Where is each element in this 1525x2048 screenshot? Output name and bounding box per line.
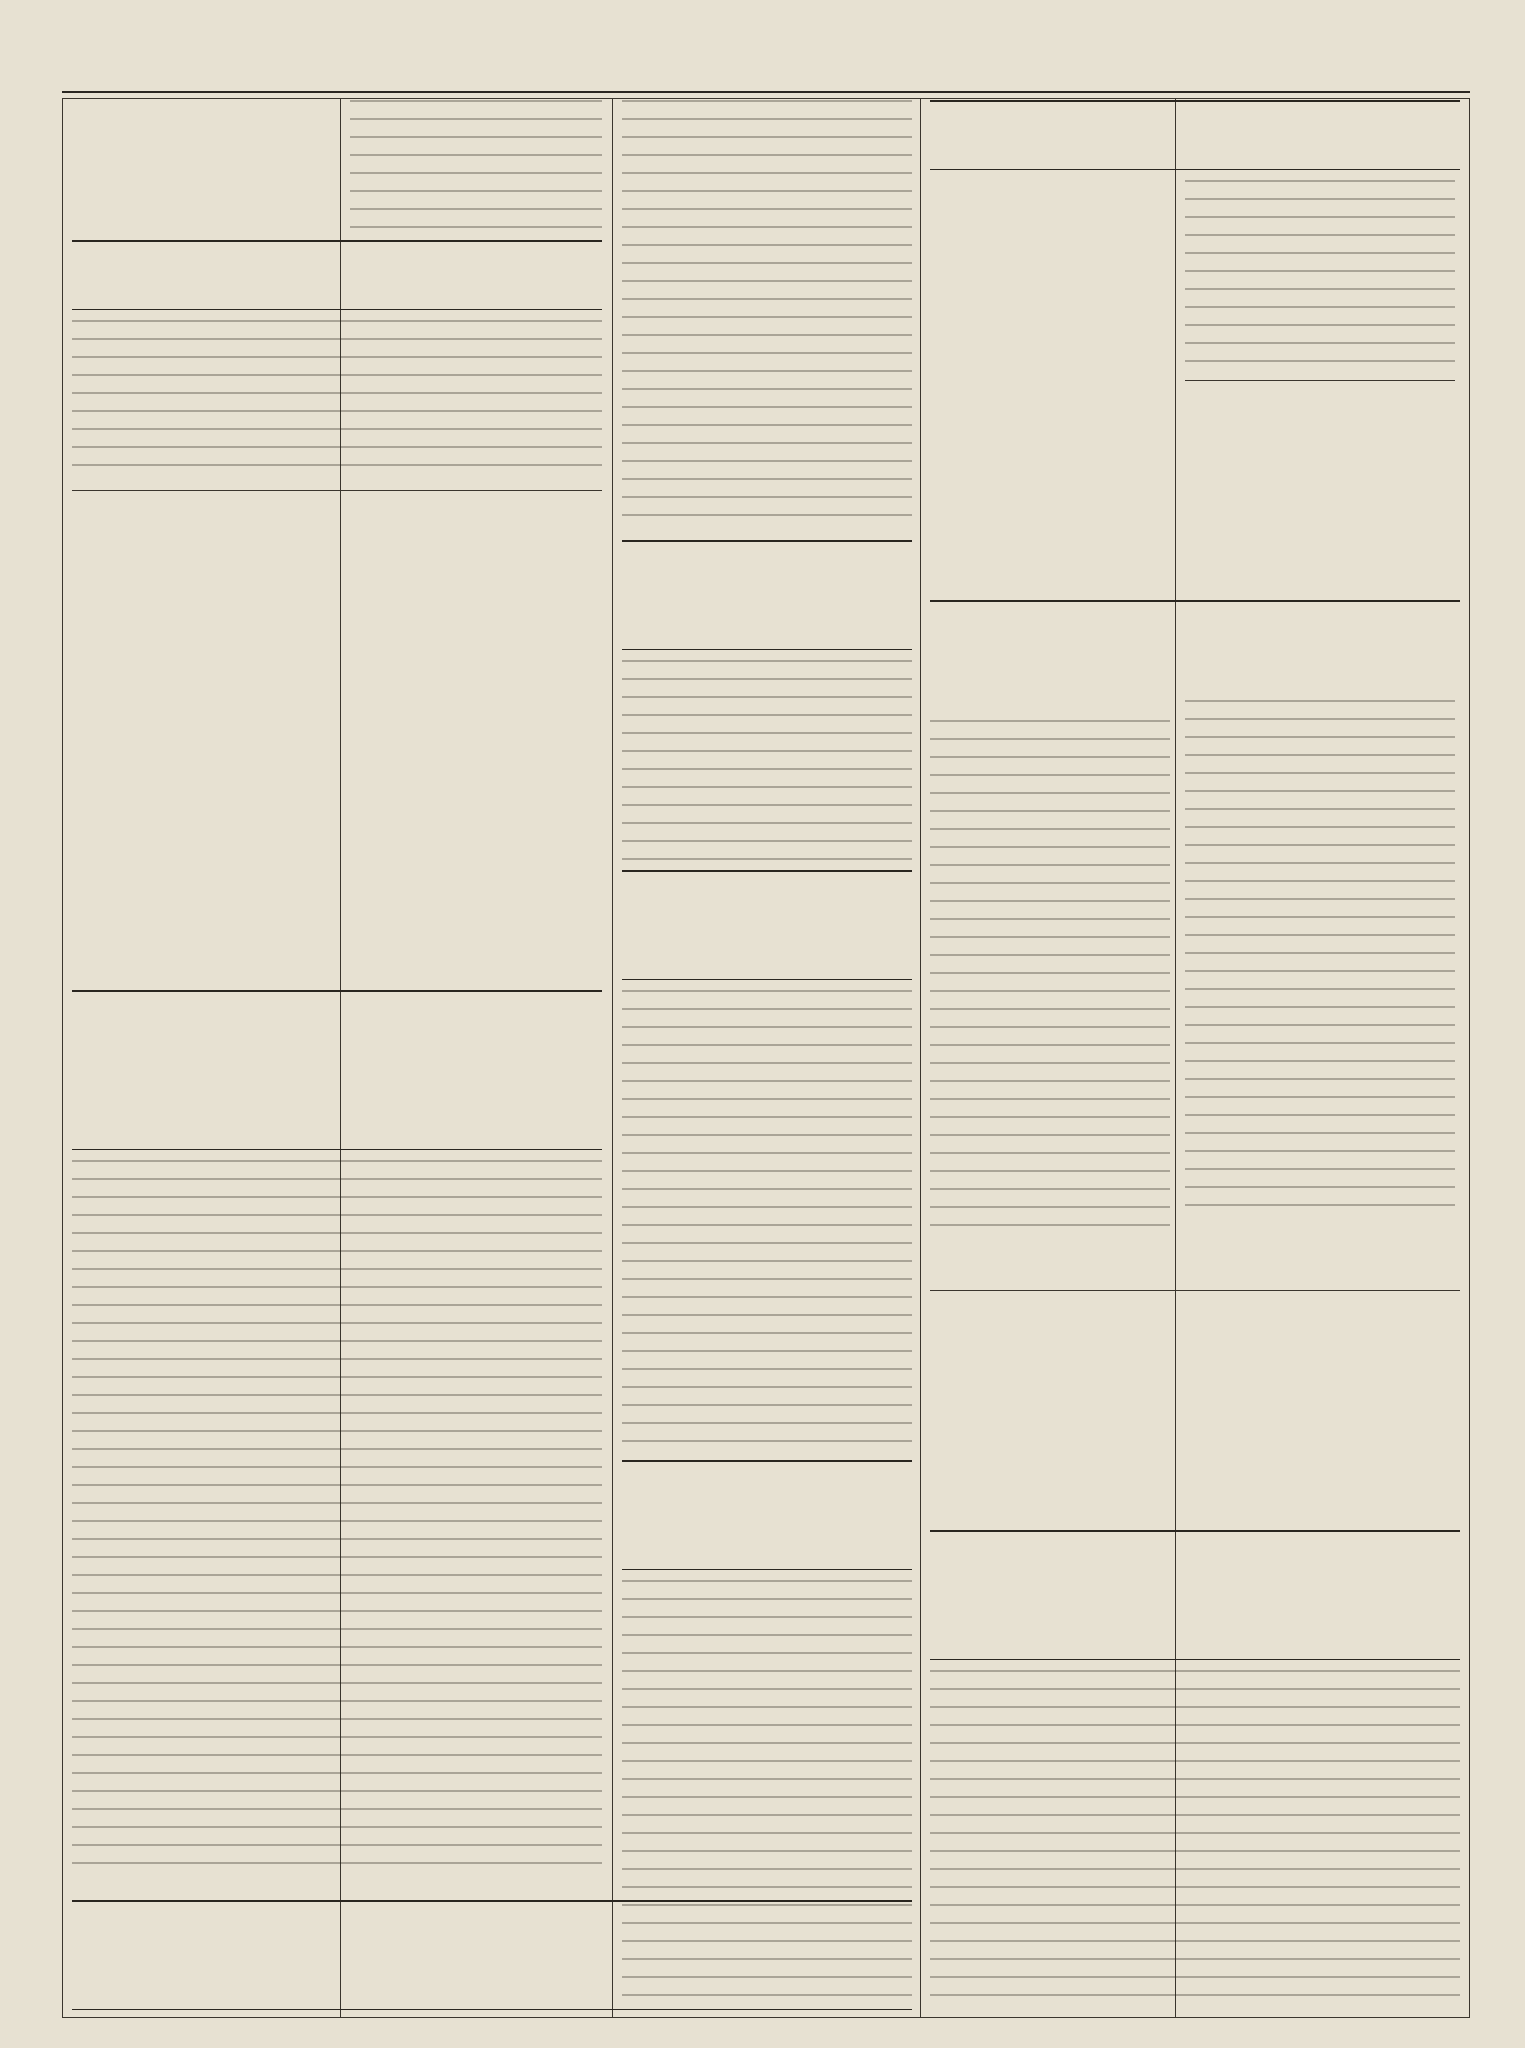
column-rule	[920, 98, 921, 2018]
headline-area	[72, 1900, 912, 2010]
article-body	[930, 720, 1170, 1240]
article-body	[72, 320, 602, 480]
top-right-headline-area	[930, 100, 1460, 170]
article-body	[622, 660, 912, 860]
article-body	[1185, 700, 1455, 1220]
article-block	[930, 1290, 1460, 1530]
article-body	[72, 1160, 602, 1880]
article-body	[1185, 180, 1455, 370]
headline-area	[930, 1530, 1460, 1660]
headline-area	[622, 870, 912, 980]
headline-area	[622, 540, 912, 650]
article-body	[350, 100, 602, 240]
article-body	[622, 990, 912, 1450]
article-body	[622, 100, 912, 530]
article-block	[72, 490, 602, 960]
masthead	[62, 55, 1470, 93]
article-body	[930, 1670, 1460, 2010]
headline-area	[72, 240, 602, 310]
headline-area	[72, 990, 602, 1150]
headline-area	[930, 600, 1460, 690]
headline-area	[622, 1460, 912, 1570]
column-rule	[612, 98, 613, 2018]
